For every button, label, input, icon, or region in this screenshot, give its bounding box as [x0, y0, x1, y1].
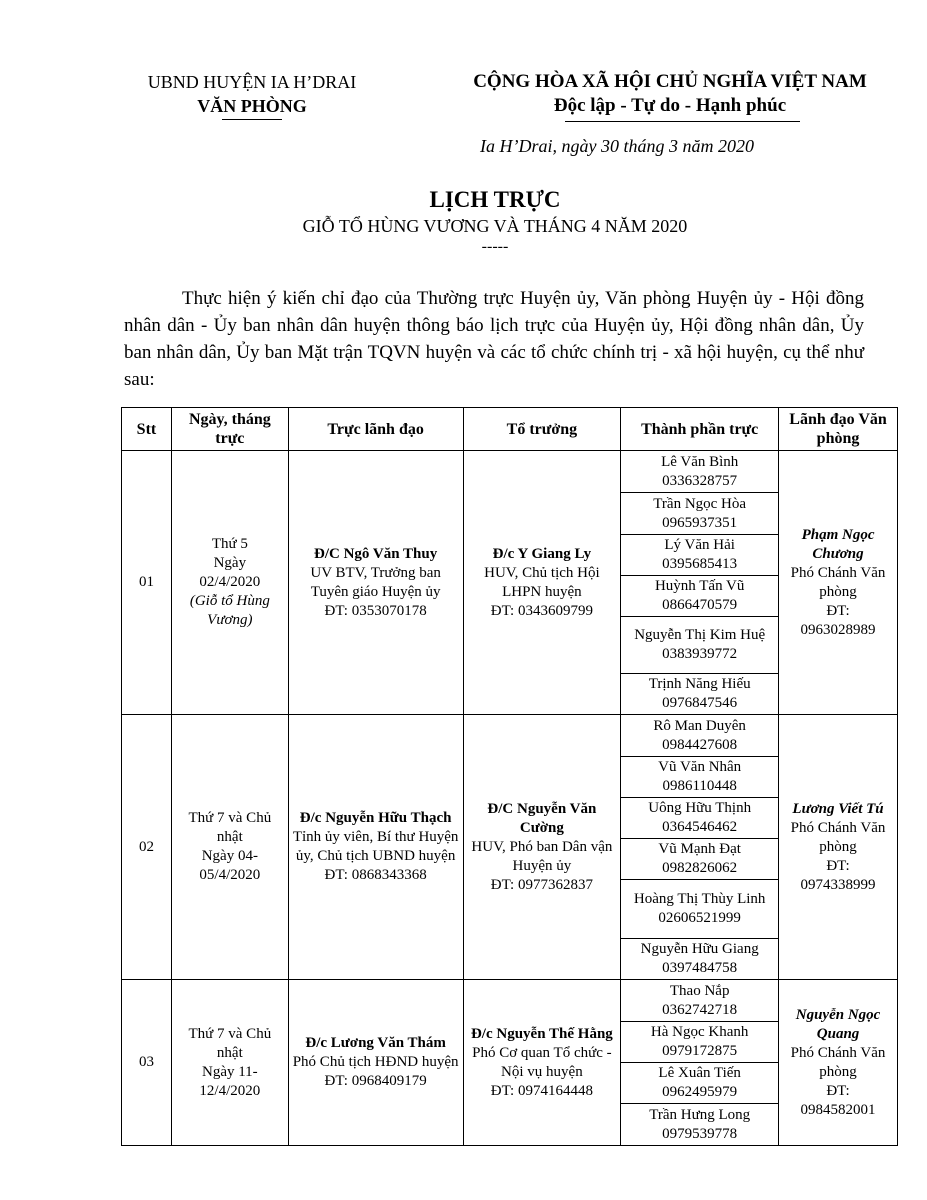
cell-member [621, 576, 779, 617]
date-day: Thứ 7 và Chủ nhật [188, 1025, 272, 1061]
cell-stt [122, 715, 172, 980]
member-phone: 0397484758 [662, 960, 738, 976]
cell-leader [288, 715, 463, 980]
cell-member [621, 617, 779, 674]
table-row [122, 980, 898, 1022]
leader-phone: ĐT: 0968409179 [324, 1073, 427, 1089]
member-phone: 0962495979 [662, 1084, 738, 1100]
cell-member [621, 493, 779, 535]
date-day: Thứ 5 [211, 536, 248, 552]
country-name: CỘNG HÒA XÃ HỘI CHỦ NGHĨA VIỆT NAM [473, 71, 867, 92]
cell-member [621, 798, 779, 839]
duty-schedule-table [121, 407, 898, 1146]
stt-value: 01 [138, 574, 154, 590]
cell-member [621, 880, 779, 939]
date-day: Thứ 7 và Chủ nhật [188, 810, 272, 845]
intro-text: Thực hiện ý kiến chỉ đạo của Thường trực Huyện ủy, Văn phòng Huyện ủy - Hội đồng nhân dân - Ủy ban nhân dân huyện thông báo lịch trực của Huyện ủy, Hội đồng nhân dân, Ủy ban nhân dân, Ủy ban Mặt trận TQVN huyện và các tổ chức chính trị - xã hội huyện, cụ thể như sau: [124, 288, 864, 390]
cell-member [621, 1104, 779, 1146]
member-name: Trịnh Năng Hiếu [648, 676, 751, 692]
table-row [122, 451, 898, 493]
team-lead-name: Đ/c Y Giang Ly [492, 545, 592, 562]
intro-paragraph [124, 285, 864, 393]
office-leader-phone: 0984582001 [800, 1101, 876, 1118]
team-lead-phone: ĐT: 0343609799 [490, 602, 593, 619]
date-label: Ngày 04- [201, 848, 258, 864]
leader-role: UV BTV, Trưởng ban Tuyên giáo Huyện ủy [310, 564, 441, 600]
cell-date [171, 980, 288, 1146]
office-leader-phone-label: ĐT: [826, 1082, 850, 1099]
office-leader-phone-label: ĐT: [826, 602, 850, 619]
member-phone: 0986110448 [662, 778, 737, 794]
cell-member [621, 451, 779, 493]
member-phone: 0979539778 [662, 1125, 738, 1142]
member-name: Lê Xuân Tiến [658, 1065, 741, 1081]
team-lead-name: Đ/C Nguyễn Văn Cường [487, 800, 597, 836]
member-phone: 02606521999 [658, 910, 741, 926]
cell-date [171, 715, 288, 980]
office-name: VĂN PHÒNG [197, 96, 307, 116]
document-subtitle: GIỖ TỔ HÙNG VƯƠNG VÀ THÁNG 4 NĂM 2020 [302, 216, 688, 236]
office-leader-role: Phó Chánh Văn phòng [790, 564, 886, 600]
leader-phone: ĐT: 0868343368 [324, 867, 427, 883]
cell-leader [288, 980, 463, 1146]
cell-office-leader [779, 451, 898, 715]
cell-date [171, 451, 288, 715]
team-lead-role: HUV, Phó ban Dân vận Huyện ủy [471, 838, 613, 874]
header-stt: Stt [122, 408, 172, 451]
agency-name: UBND HUYỆN IA H’DRAI [147, 72, 357, 92]
date-note: (Giỗ tổ Hùng Vương) [189, 593, 270, 628]
office-leader-role: Phó Chánh Văn phòng [790, 1044, 886, 1080]
office-leader-name: Phạm Ngọc Chương [801, 526, 875, 562]
cell-member [621, 1063, 779, 1104]
member-phone: 0982826062 [662, 860, 738, 876]
motto-underline [565, 121, 800, 122]
cell-member [621, 939, 779, 980]
member-name: Thao Nắp [669, 982, 730, 999]
leader-role: Tỉnh ủy viên, Bí thư Huyện ủy, Chủ tịch UBND huyện [292, 829, 459, 864]
cell-leader [288, 451, 463, 715]
date-value: 12/4/2020 [199, 1082, 261, 1099]
leader-name: Đ/c Nguyễn Hữu Thạch [299, 810, 452, 826]
member-name: Lý Văn Hải [664, 537, 735, 553]
office-leader-name: Lương Viết Tú [792, 800, 884, 817]
header-date: Ngày, tháng trực [171, 408, 288, 451]
member-phone: 0979172875 [662, 1043, 738, 1059]
member-name: Trần Ngọc Hòa [653, 495, 747, 512]
table-body [122, 451, 898, 1146]
office-leader-phone-label: ĐT: [826, 857, 850, 874]
member-phone: 0965937351 [662, 514, 738, 531]
team-lead-role: HUV, Chủ tịch Hội LHPN huyện [484, 564, 600, 600]
team-lead-name: Đ/c Nguyễn Thế Hằng [470, 1025, 613, 1042]
cell-team-lead [463, 715, 621, 980]
member-name: Trần Hưng Long [649, 1106, 751, 1123]
header-members: Thành phần trực [621, 408, 779, 451]
leader-name: Đ/C Ngô Văn Thuy [314, 545, 438, 562]
title-separator: ----- [481, 238, 509, 255]
member-phone: 0984427608 [662, 736, 738, 753]
team-lead-phone: ĐT: 0974164448 [490, 1082, 593, 1099]
date-label: Ngày [213, 555, 247, 571]
leader-phone: ĐT: 0353070178 [324, 602, 427, 619]
cell-stt [122, 980, 172, 1146]
member-phone: 0395685413 [662, 556, 738, 572]
team-lead-role: Phó Cơ quan Tổ chức - Nội vụ huyện [472, 1044, 612, 1080]
office-leader-role: Phó Chánh Văn phòng [790, 819, 886, 855]
office-leader-phone: 0974338999 [800, 876, 876, 893]
member-phone: 0976847546 [662, 695, 738, 711]
cell-team-lead [463, 451, 621, 715]
member-phone: 0364546462 [662, 819, 738, 835]
cell-member [621, 715, 779, 757]
stt-value: 03 [138, 1054, 154, 1070]
date-value: 02/4/2020 [199, 574, 261, 590]
member-name: Lê Văn Bình [661, 453, 739, 470]
member-name: Rô Man Duyên [653, 717, 746, 734]
header-leader: Trực lãnh đạo [288, 408, 463, 451]
cell-member [621, 535, 779, 576]
cell-office-leader [779, 715, 898, 980]
member-name: Hà Ngọc Khanh [650, 1024, 749, 1040]
member-name: Uông Hữu Thịnh [648, 800, 752, 816]
member-name: Nguyễn Thị Kim Huệ [634, 627, 766, 643]
office-leader-phone: 0963028989 [800, 621, 876, 638]
member-name: Vũ Mạnh Đạt [658, 841, 741, 857]
cell-member [621, 839, 779, 880]
cell-member [621, 757, 779, 798]
date-line: Ia H’Drai, ngày 30 tháng 3 năm 2020 [480, 136, 754, 156]
cell-office-leader [779, 980, 898, 1146]
header-team-lead: Tổ trưởng [463, 408, 621, 451]
date-label: Ngày 11- [202, 1063, 258, 1080]
table-header-row [122, 408, 898, 451]
leader-name: Đ/c Lương Văn Thám [305, 1035, 446, 1051]
date-value: 05/4/2020 [199, 867, 261, 883]
office-underline [222, 119, 282, 120]
member-phone: 0866470579 [662, 597, 738, 613]
agency-header [112, 70, 392, 118]
member-name: Hoàng Thị Thùy Linh [633, 891, 766, 907]
national-header [430, 70, 910, 118]
stt-value: 02 [138, 838, 154, 855]
national-motto: Độc lập - Tự do - Hạnh phúc [553, 95, 787, 116]
member-phone: 0336328757 [662, 472, 738, 489]
member-phone: 0383939772 [662, 646, 738, 662]
office-leader-name: Nguyễn Ngọc Quang [795, 1006, 881, 1042]
table-row [122, 715, 898, 757]
member-name: Vũ Văn Nhân [658, 759, 742, 775]
member-name: Nguyễn Hữu Giang [640, 941, 759, 957]
document-title: LỊCH TRỰC [429, 187, 561, 212]
cell-stt [122, 451, 172, 715]
member-name: Huỳnh Tấn Vũ [654, 578, 745, 594]
cell-member [621, 980, 779, 1022]
team-lead-phone: ĐT: 0977362837 [490, 876, 593, 893]
header-office-leader: Lãnh đạo Văn phòng [779, 408, 898, 451]
member-phone: 0362742718 [662, 1001, 738, 1018]
cell-member [621, 1022, 779, 1063]
cell-member [621, 674, 779, 715]
cell-team-lead [463, 980, 621, 1146]
leader-role: Phó Chủ tịch HĐND huyện [292, 1054, 459, 1070]
